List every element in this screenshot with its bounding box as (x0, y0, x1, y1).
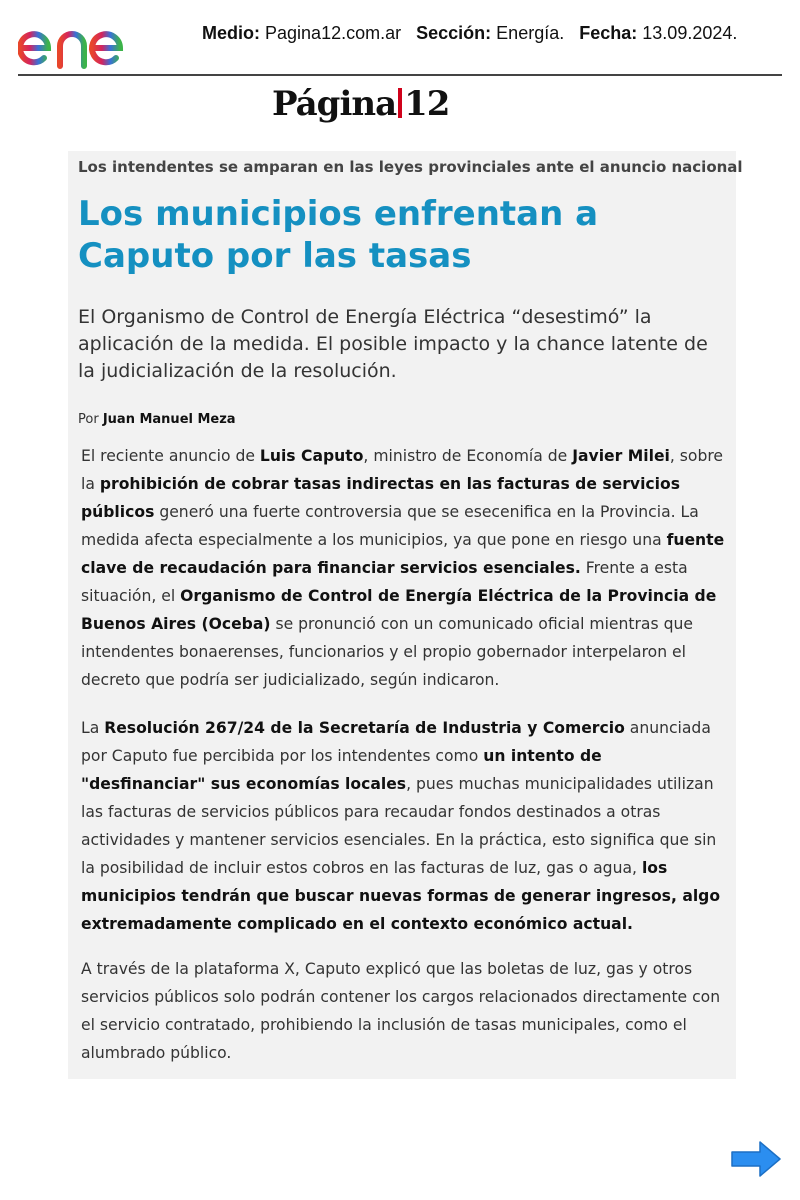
article-card (68, 151, 743, 1079)
article-kicker: Los intendentes se amparan en las leyes provinciales ante el anuncio nacional (78, 158, 743, 176)
enel-logo (18, 10, 178, 70)
text-run: Frente a esta situación, el (81, 559, 688, 605)
bold-text-run: prohibición de cobrar tasas indirectas en las facturas de servicios públicos (81, 475, 680, 521)
byline (78, 412, 236, 427)
text-run: La (81, 719, 105, 737)
text-run: generó una fuerte controversia que se esecenifica en la Provincia. La medida afecta especialmente a los municipios, ya que pone en riesgo una (81, 503, 699, 549)
text-run: , pues muchas municipalidades utilizan las facturas de servicios públicos para recaudar fondos destinados a otras actividades y mantener servicios esenciales. En la práctica, esto significa que sin la posibilidad de incluir estos cobros en las facturas de luz, gas o agua, (81, 775, 717, 877)
text-run: , sobre la (81, 447, 724, 493)
article-lead: El Organismo de Control de Energía Eléctrica “desestimó” la aplicación de la medida. El posible impacto y la chance latente de la judicialización de la resolución. (78, 306, 708, 382)
masthead-bar (398, 88, 402, 118)
bold-text-run: Luis Caputo (259, 447, 364, 465)
article-title: Los municipios enfrentan a Caputo por las tasas (78, 194, 599, 276)
document-metadata (202, 23, 737, 44)
next-page-arrow-icon[interactable] (730, 1140, 782, 1178)
bold-text-run: Resolución 267/24 de la Secretaría de Industria y Comercio (104, 719, 625, 737)
text-run: se pronunció con un comunicado oficial mientras que intendentes bonaerenses, funcionarios y el propio gobernador interpelaron el decreto que podría ser judicializado, según indicaron. (81, 615, 693, 689)
byline-prefix: Por (78, 412, 99, 427)
bold-text-run: Javier Milei (572, 447, 670, 465)
text-run: anunciada por Caputo fue percibida por los intendentes como (81, 719, 711, 765)
author-name: Juan Manuel Meza (102, 412, 236, 427)
pagina12-masthead (272, 84, 449, 124)
fecha-label: Fecha: (579, 23, 638, 43)
text-run: El reciente anuncio de (81, 447, 260, 465)
fecha-value: 13.09.2024. (642, 23, 738, 43)
masthead-right: 12 (404, 84, 450, 124)
document-header (18, 8, 782, 76)
bold-text-run: un intento de "desfinanciar" sus economías locales (81, 747, 602, 793)
seccion-value: Energía. (496, 23, 565, 43)
medio-label: Medio: (202, 23, 260, 43)
masthead-left: Página (272, 84, 397, 124)
bold-text-run: fuente clave de recaudación para financiar servicios esenciales. (81, 531, 725, 577)
article-paragraph (81, 442, 731, 694)
text-run: A través de la plataforma X, Caputo explicó que las boletas de luz, gas y otros servicios públicos solo podrán contener los cargos relacionados directamente con el servicio contratado, prohibiendo la inclusión de tasas municipales, como el alumbrado público. (81, 960, 721, 1062)
seccion-label: Sección: (416, 23, 492, 43)
article-paragraph (81, 714, 731, 938)
medio-value: Pagina12.com.ar (265, 23, 402, 43)
bold-text-run: los municipios tendrán que buscar nuevas formas de generar ingresos, algo extremadamente complicado en el contexto económico actual. (81, 859, 721, 933)
text-run: , ministro de Economía de (363, 447, 573, 465)
bold-text-run: Organismo de Control de Energía Eléctrica de la Provincia de Buenos Aires (Oceba) (81, 587, 717, 633)
article-paragraph (81, 955, 731, 1067)
